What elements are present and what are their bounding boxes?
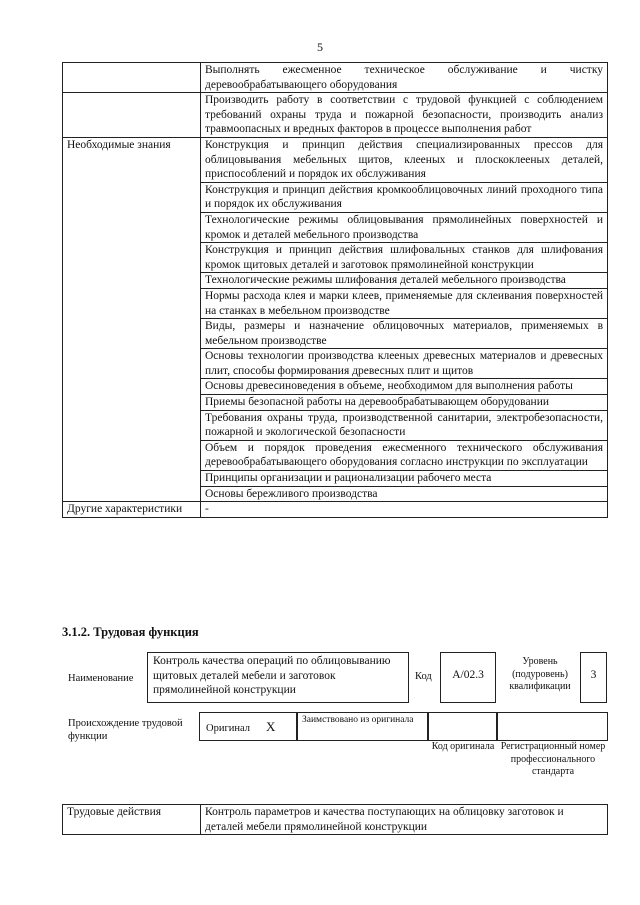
original-mark: X [266,719,276,734]
empty-cell [63,93,201,138]
table-cell: Технологические режимы облицовывания прямолинейных поверхностей и кромок и деталей мебельного производства [201,212,608,242]
origin-code-box [428,712,497,741]
reg-number-caption: Регистрационный номер профессионального стандарта [500,741,606,777]
level-value: 3 [590,669,597,681]
name-value: Контроль качества операций по облицовыванию щитовых деталей мебели и заготовок прямолинейной конструкции [153,655,391,696]
actions-label: Трудовые действия [63,805,201,835]
table-cell: Конструкция и принцип действия специализированных прессов для облицовывания мебельных щитов, клееных и плоскоклееных деталей, приспособлений и порядок их обслуживания [201,137,608,182]
table-cell: Конструкция и принцип действия шлифовальных станков для шлифования кромок щитовых деталей и заготовок прямолинейной конструкции [201,243,608,273]
code-value: А/02.3 [452,669,484,681]
original-label: Оригинал [206,723,250,734]
table-cell: Виды, размеры и назначение облицовочных материалов, применяемых в мебельном производстве [201,319,608,349]
table-cell: Основы бережливого производства [201,486,608,502]
table-cell: Контроль параметров и качества поступающих на облицовку заготовок и деталей мебели прямолинейной конструкции [201,805,608,835]
borrowed-label: Заимствовано из оригинала [302,715,414,725]
knowledge-label: Необходимые знания [63,137,201,501]
table-cell: Основы древесиноведения в объеме, необходимом для выполнения работы [201,379,608,395]
origin-label: Происхождение трудовой функции [68,718,183,742]
table-row [63,502,608,518]
table-cell: Конструкция и принцип действия кромкооблицовочных линий проходного типа и порядок их обслуживания [201,182,608,212]
table-row [63,93,608,138]
table-cell: Объем и порядок проведения ежесменного технического обслуживания деревообрабатывающего оборудования согласно инструкции по эксплуатации [201,440,608,470]
table-row [63,137,608,182]
origin-code-caption: Код оригинала [431,741,495,752]
empty-cell [63,63,201,93]
table-cell: Производить работу в соответствии с трудовой функцией с соблюдением требований охраны труда и пожарной безопасности, производить анализ травмоопасных и вредных факторов в процессе выполнения работ [201,93,608,138]
knowledge-table [62,62,608,518]
reg-number-box [497,712,608,741]
table-cell: Принципы организации и рационализации рабочего места [201,471,608,487]
actions-table [62,804,608,835]
other-value: - [201,502,608,518]
section-title: 3.1.2. Трудовая функция [62,625,199,639]
page-number: 5 [317,40,323,54]
table-cell: Требования охраны труда, производственной санитарии, электробезопасности, пожарной и экологической безопасности [201,410,608,440]
table-cell: Основы технологии производства клееных древесных материалов и древесных плит, способы формирования древесных плит и щитов [201,349,608,379]
level-label: Уровень (подуровень) квалификации [509,656,571,692]
other-label: Другие характеристики [63,502,201,518]
code-label: Код [415,671,432,682]
table-cell: Нормы расхода клея и марки клеев, применяемые для склеивания поверхностей на станках в мебельном производстве [201,288,608,318]
table-row [63,805,608,835]
table-cell: Выполнять ежесменное техническое обслуживание и чистку деревообрабатывающего оборудования [201,63,608,93]
name-label: Наименование [68,673,134,684]
table-cell: Технологические режимы шлифования деталей мебельного производства [201,273,608,289]
table-cell: Приемы безопасной работы на деревообрабатывающем оборудовании [201,395,608,411]
table-row [63,63,608,93]
